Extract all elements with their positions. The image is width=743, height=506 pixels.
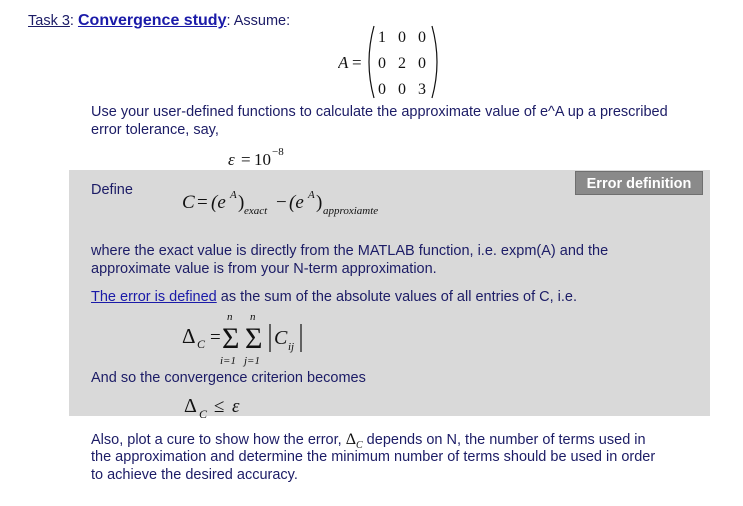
matrix-cell: 0 [398, 29, 406, 46]
matrix-cell: 0 [418, 55, 426, 72]
sigma-i: Σ [222, 322, 240, 355]
criterion-delta: Δ [184, 395, 197, 417]
sum-lower-i: i=1 [220, 355, 236, 367]
paragraph-exact-line1: where the exact value is directly from the MATLAB function, i.e. expm(A) and the [91, 243, 609, 259]
epsilon-symbol: ε [228, 150, 235, 169]
task-title: Convergence study [77, 12, 227, 29]
paragraph-error-def-rest: as the sum of the absolute values of all entries of C, i.e. [216, 289, 578, 305]
criterion-sub: C [199, 407, 208, 420]
matrix-cell: 0 [418, 29, 426, 46]
matrix-name: A [338, 53, 349, 72]
sum-term: C [274, 327, 288, 349]
inline-delta-symbol: Δ [345, 431, 356, 448]
epsilon-base: 10 [254, 150, 271, 169]
epsilon-equals: = [241, 150, 251, 169]
sum-upper-j: n [250, 311, 256, 323]
criterion-equation [184, 390, 274, 420]
matrix-cell: 0 [398, 81, 406, 98]
delta-sum-equation [180, 306, 330, 368]
c-exact-sup: A [230, 189, 237, 201]
c-exact-paren-close: ) [238, 192, 245, 213]
c-approx-sup: A [308, 189, 315, 201]
matrix-left-paren [369, 26, 374, 98]
matrix-right-paren [432, 26, 437, 98]
sigma-j: Σ [245, 322, 263, 355]
plot-text-b: depends on N, the number of terms used in [362, 432, 646, 448]
criterion-eps: ε [232, 396, 240, 417]
paragraph-exact-line2: approximate value is from your N-term approximation. [91, 261, 437, 277]
c-approx-paren-close: ) [316, 192, 323, 213]
sum-term-sub: ij [288, 341, 295, 353]
inline-delta [345, 431, 363, 452]
sum-upper-i: n [227, 311, 233, 323]
criterion-rel: ≤ [214, 396, 225, 417]
c-equals: = [197, 192, 208, 213]
criterion-text: And so the convergence criterion becomes [91, 370, 366, 386]
task-label: Task 3 [28, 13, 70, 29]
matrix-cell: 0 [378, 55, 386, 72]
epsilon-equation [226, 144, 306, 170]
delta-sub: C [197, 337, 206, 351]
c-approx-sub: approxiamte [323, 205, 379, 217]
c-minus: − [276, 192, 287, 213]
paragraph-plot-line3: to achieve the desired accuracy. [91, 467, 298, 483]
delta-equals: = [210, 327, 221, 348]
matrix-cell: 1 [378, 29, 386, 46]
task-assume: : Assume: [226, 13, 291, 29]
epsilon-exponent: −8 [272, 146, 284, 158]
paragraph-intro-line1: Use your user-defined functions to calculate the approximate value of e^A up a prescribed [91, 104, 668, 120]
error-defined-link[interactable]: The error is defined [91, 289, 217, 305]
matrix-cell: 2 [398, 55, 406, 72]
c-approx-paren-open: (e [289, 192, 304, 213]
c-definition-equation [180, 184, 420, 224]
error-definition-button[interactable]: Error definition [575, 171, 703, 195]
matrix-equals: = [352, 53, 362, 72]
paragraph-error-def [91, 289, 577, 306]
c-exact-paren-open: (e [211, 192, 226, 213]
matrix-cell: 0 [378, 81, 386, 98]
c-exact-sub: exact [244, 205, 268, 217]
inline-delta-sub: C [355, 440, 363, 452]
matrix-a [338, 22, 448, 102]
plot-text-a: Also, plot a cure to show how the error, [91, 432, 346, 448]
paragraph-intro-line2: error tolerance, say, [91, 122, 219, 138]
task-heading [28, 12, 290, 30]
c-lhs: C [182, 192, 195, 213]
define-label: Define [91, 182, 133, 198]
sum-lower-j: j=1 [244, 355, 260, 367]
task-separator: : [69, 13, 78, 29]
matrix-cell: 3 [418, 81, 426, 98]
paragraph-plot-line2: the approximation and determine the minimum number of terms should be used in order [91, 449, 656, 465]
delta-symbol: Δ [182, 324, 196, 348]
